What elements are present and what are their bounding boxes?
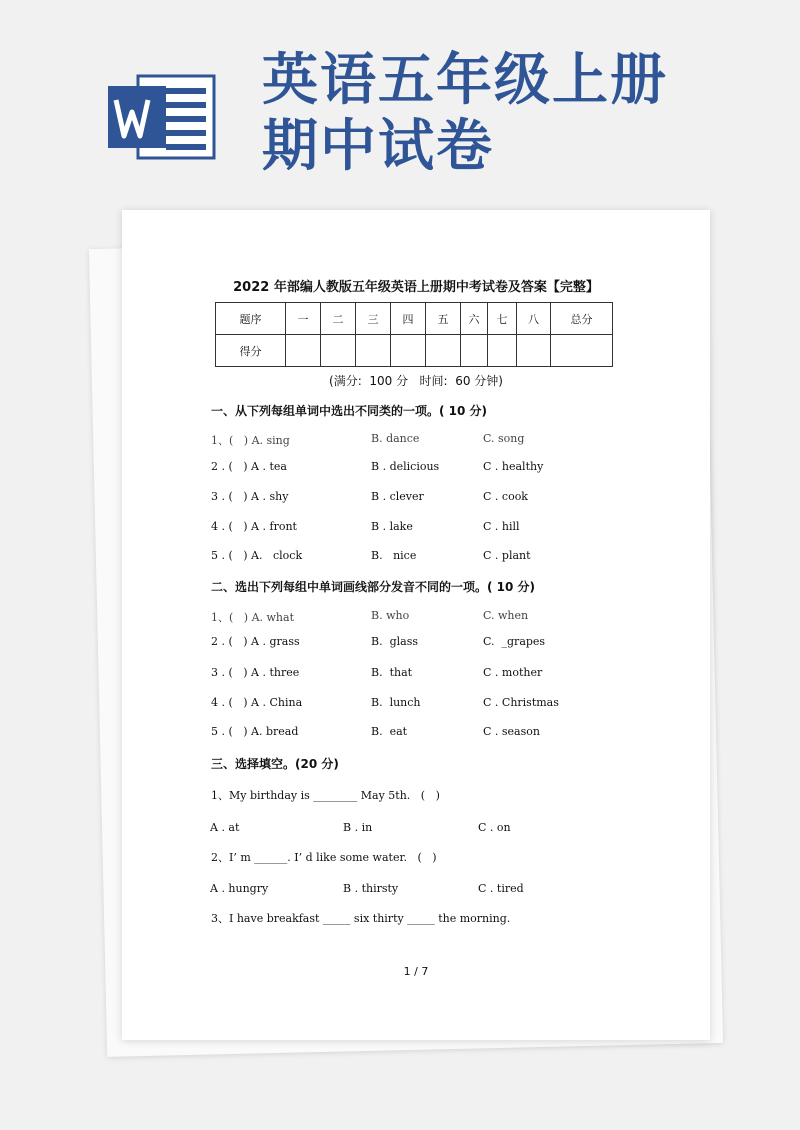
option-b: B. nice	[371, 549, 417, 562]
section3-heading: 三、选择填空。(20 分)	[211, 757, 339, 771]
page-number: 1 / 7	[403, 965, 429, 978]
question-number-option-a: 3 . ( ) A . shy	[211, 490, 289, 503]
score-cell: 题序	[216, 303, 286, 335]
question-number-option-a: 4 . ( ) A . front	[211, 520, 297, 533]
section2-heading: 二、选出下列每组中单词画线部分发音不同的一项。( 10 分)	[211, 580, 536, 594]
option-c: C . mother	[483, 666, 543, 679]
option-c: C . Christmas	[483, 696, 559, 709]
option-b: B. glass	[371, 635, 418, 648]
score-empty-cell	[356, 335, 391, 367]
option-b: B . thirsty	[343, 882, 399, 895]
banner-title-line1: 英语五年级上册	[262, 48, 668, 113]
question-1-options	[211, 821, 631, 839]
option-b: B. that	[371, 666, 413, 679]
score-empty-cell	[321, 335, 356, 367]
option-c: C . hill	[483, 520, 520, 533]
option-c: C . healthy	[483, 460, 544, 473]
option-c: C. when	[483, 609, 529, 622]
question-number-option-a: 1、( ) A. sing	[211, 434, 290, 447]
question-number-option-a: 5 . ( ) A. bread	[211, 725, 299, 738]
document-title: 2022 年部编人教版五年级英语上册期中考试卷及答案【完整】	[233, 280, 599, 295]
section1-heading: 一、从下列每组单词中选出不同类的一项。( 10 分)	[211, 404, 488, 418]
score-table	[215, 302, 613, 367]
score-empty-cell	[461, 335, 488, 367]
question-number-option-a: 2 . ( ) A . grass	[211, 635, 300, 648]
option-c: C . season	[483, 725, 540, 738]
score-empty-cell	[551, 335, 613, 367]
question-row	[211, 725, 631, 743]
score-label-cell: 得分	[216, 335, 286, 367]
score-empty-cell	[391, 335, 426, 367]
question-number-option-a: 5 . ( ) A. clock	[211, 549, 303, 562]
question-row	[211, 696, 631, 714]
question-row	[211, 666, 631, 684]
score-cell: 三	[356, 303, 391, 335]
exam-meta: (满分: 100 分 时间: 60 分钟)	[329, 374, 503, 388]
option-b: B . delicious	[371, 460, 440, 473]
score-empty-cell	[426, 335, 461, 367]
question-row	[211, 635, 631, 653]
option-b: B . lake	[371, 520, 413, 533]
option-c: C. song	[483, 432, 525, 445]
option-b: B . clever	[371, 490, 424, 503]
word-document-icon	[108, 72, 218, 162]
score-cell: 八	[517, 303, 551, 335]
question-row	[211, 432, 631, 450]
score-cell: 一	[286, 303, 321, 335]
score-cell: 五	[426, 303, 461, 335]
question-number-option-a: 1、( ) A. what	[211, 611, 294, 624]
question-3-text: 3、I have breakfast _____ six thirty _____ the morning.	[211, 912, 511, 925]
option-b: B. eat	[371, 725, 408, 738]
question-row	[211, 490, 631, 508]
option-b: B. dance	[371, 432, 420, 445]
question-2-options	[211, 882, 631, 900]
score-table-score-row	[216, 335, 613, 367]
question-row	[211, 549, 631, 567]
question-row	[211, 520, 631, 538]
question-number-option-a: 3 . ( ) A . three	[211, 666, 300, 679]
score-cell: 总分	[551, 303, 613, 335]
option-a: A . hungry	[210, 882, 269, 895]
question-1-text: 1、My birthday is ________ May 5th. ( )	[211, 789, 440, 802]
document-page	[122, 210, 710, 1040]
score-empty-cell	[286, 335, 321, 367]
score-cell: 二	[321, 303, 356, 335]
question-2-text: 2、I’ m ______. I’ d like some water. ( )	[211, 851, 437, 864]
question-row	[211, 460, 631, 478]
question-number-option-a: 4 . ( ) A . China	[211, 696, 303, 709]
score-cell: 六	[461, 303, 488, 335]
banner-title-line2: 期中试卷	[262, 114, 494, 179]
option-c: C. _grapes	[483, 635, 546, 648]
option-b: B. lunch	[371, 696, 421, 709]
option-b: B . in	[343, 821, 373, 834]
option-c: C . plant	[483, 549, 531, 562]
score-cell: 四	[391, 303, 426, 335]
option-a: A . at	[210, 821, 240, 834]
score-cell: 七	[488, 303, 517, 335]
option-c: C . on	[478, 821, 511, 834]
score-table-header-row	[216, 303, 613, 335]
banner-title	[262, 48, 668, 180]
score-empty-cell	[517, 335, 551, 367]
score-empty-cell	[488, 335, 517, 367]
question-row	[211, 609, 631, 627]
option-b: B. who	[371, 609, 410, 622]
option-c: C . cook	[483, 490, 528, 503]
option-c: C . tired	[478, 882, 524, 895]
question-number-option-a: 2 . ( ) A . tea	[211, 460, 287, 473]
